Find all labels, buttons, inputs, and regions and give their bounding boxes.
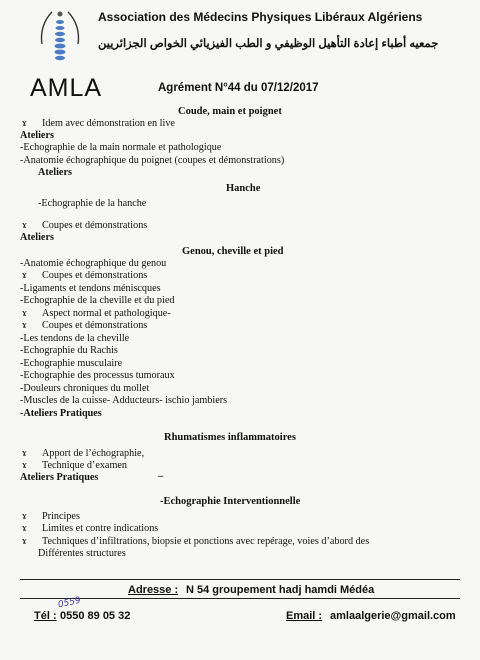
bullet-icon: ɤ <box>22 510 27 522</box>
bullet-icon: ɤ <box>22 319 27 331</box>
org-name-fr: Association des Médecins Physiques Libéraux Algériens <box>98 10 423 24</box>
bullet-icon: ɤ <box>22 269 27 281</box>
tel-label: Tél : <box>34 610 57 622</box>
section-title-genou: Genou, cheville et pied <box>182 246 284 257</box>
ateliers-label: Ateliers Pratiques <box>20 472 99 483</box>
dash-mark: – <box>158 471 164 482</box>
list-item: Coupes et démonstrations <box>42 220 148 231</box>
bullet-icon: ɤ <box>22 522 27 534</box>
agrement-number: Agrément N°44 du 07/12/2017 <box>158 82 319 94</box>
bullet-icon: ɤ <box>22 447 27 459</box>
bullet-icon: ɤ <box>22 535 27 547</box>
org-name-ar: جمعيه أطباء إعادة التأهيل الوظيفي و الطب الفيزيائي الخواص الجزائريين <box>98 38 439 50</box>
list-item: -Anatomie échographique du poignet (coupes et démonstrations) <box>20 155 285 166</box>
list-item: Apport de l’échographie, <box>42 448 145 459</box>
section-title-interventionnelle: -Echographie Interventionnelle <box>160 496 301 507</box>
list-item: -Muscles de la cuisse- Adducteurs- ischio jambiers <box>20 395 228 406</box>
org-acronym: AMLA <box>30 74 103 102</box>
list-item: Principes <box>42 511 80 522</box>
list-item: Coupes et démonstrations <box>42 270 148 281</box>
section-title-rhumatismes: Rhumatismes inflammatoires <box>164 432 296 443</box>
ateliers-label: Ateliers <box>20 130 54 141</box>
list-item: -Echographie du Rachis <box>20 345 118 356</box>
email-label: Email : <box>286 610 323 622</box>
list-item: -Echographie des processus tumoraux <box>20 370 175 381</box>
list-item: -Echographie de la hanche <box>38 198 147 209</box>
section-title-hanche: Hanche <box>226 183 261 194</box>
ateliers-label: -Ateliers Pratiques <box>20 408 102 419</box>
list-item: Limites et contre indications <box>42 523 159 534</box>
bullet-icon: ɤ <box>22 459 27 471</box>
list-item: -Echographie musculaire <box>20 358 123 369</box>
section-title-coude: Coude, main et poignet <box>178 106 282 117</box>
list-item: -Anatomie échographique du genou <box>20 258 167 269</box>
list-item: Techniques d’infiltrations, biopsie et ponctions avec repérage, voies d’abord des <box>42 536 370 547</box>
ateliers-label: Ateliers <box>20 232 54 243</box>
email-value[interactable]: amlaalgerie@gmail.com <box>330 610 456 622</box>
handwritten-note: 0559 <box>57 595 82 611</box>
list-item: -Echographie de la main normale et pathologique <box>20 142 222 153</box>
list-item: Technique d’examen <box>42 460 127 471</box>
amla-logo-icon <box>30 8 90 68</box>
bullet-icon: ɤ <box>22 117 27 129</box>
bullet-icon: ɤ <box>22 219 27 231</box>
list-item: Aspect normal et pathologique- <box>42 308 171 319</box>
footer-divider <box>20 598 460 599</box>
footer-divider <box>20 579 460 580</box>
list-item: -Echographie de la cheville et du pied <box>20 295 175 306</box>
list-item: -Douleurs chroniques du mollet <box>20 383 150 394</box>
list-item: -Les tendons de la cheville <box>20 333 130 344</box>
list-item: Coupes et démonstrations <box>42 320 148 331</box>
list-item: Différentes structures <box>38 548 126 559</box>
address-label: Adresse : <box>128 584 179 596</box>
ateliers-label: Ateliers <box>38 167 72 178</box>
list-item: -Ligaments et tendons méniscques <box>20 283 161 294</box>
list-item: Idem avec démonstration en live <box>42 118 175 129</box>
tel-value: 0550 89 05 32 <box>60 610 131 622</box>
address-value: N 54 groupement hadj hamdi Médéa <box>186 584 375 596</box>
bullet-icon: ɤ <box>22 307 27 319</box>
